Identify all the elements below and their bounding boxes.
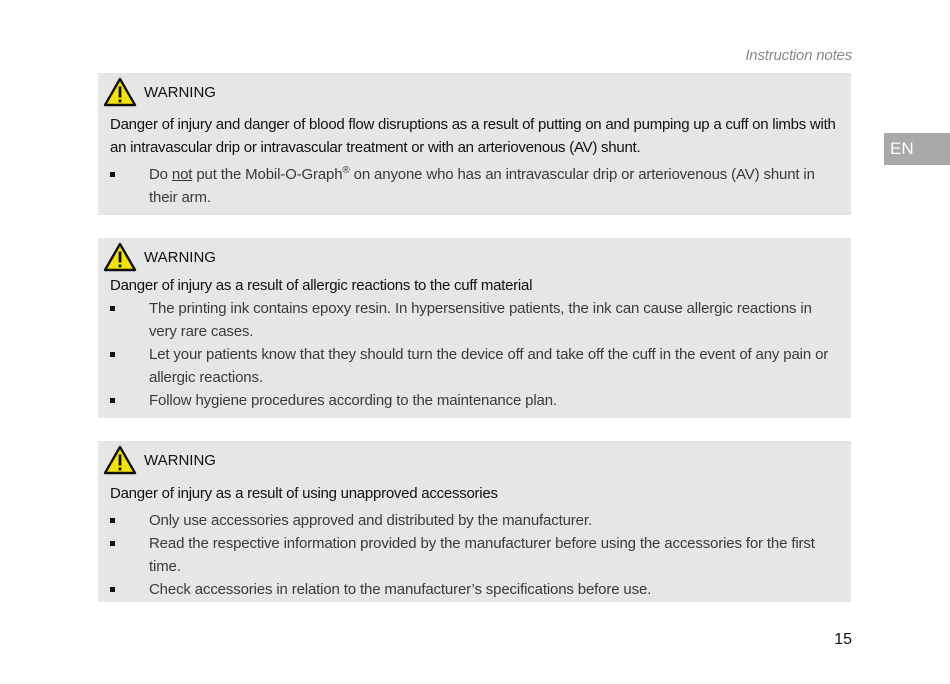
bullet-square-icon bbox=[110, 398, 115, 403]
warning-triangle-icon bbox=[103, 77, 137, 107]
list-item: Do not put the Mobil-O-Graph® on anyone who has an intravascular drip or arteriovenous (AV) shunt in their arm. bbox=[110, 163, 839, 209]
warning-bullet-list bbox=[110, 509, 839, 601]
warning-title: Danger of injury and danger of blood flow disruptions as a result of putting on and pumping up a cuff on limbs with an intravascular drip or intravascular treatment or with an arteriovenous (AV) shunt. bbox=[110, 116, 836, 156]
bullet-square-icon bbox=[110, 172, 115, 177]
warning-label: WARNING bbox=[144, 248, 216, 266]
bullet-square-icon bbox=[110, 306, 115, 311]
emphasis-not: not bbox=[171, 166, 193, 183]
section-header: Instruction notes bbox=[745, 47, 852, 64]
language-tab[interactable]: EN bbox=[884, 133, 950, 165]
warning-box-unapproved-accessories bbox=[98, 441, 851, 602]
warning-label: WARNING bbox=[144, 83, 216, 101]
bullet-square-icon bbox=[110, 541, 115, 546]
registered-mark: ® bbox=[342, 165, 350, 176]
warning-bullet-list bbox=[110, 163, 839, 209]
warning-triangle-icon bbox=[103, 445, 137, 475]
warning-title: Danger of injury as a result of using unapproved accessories bbox=[110, 485, 498, 502]
bullet-square-icon bbox=[110, 352, 115, 357]
warning-triangle-icon bbox=[103, 242, 137, 272]
list-item: Check accessories in relation to the manufacturer’s specifications before use. bbox=[110, 578, 839, 601]
bullet-square-icon bbox=[110, 587, 115, 592]
warning-header bbox=[103, 444, 216, 476]
warning-header bbox=[103, 76, 216, 108]
list-item: Only use accessories approved and distributed by the manufacturer. bbox=[110, 509, 839, 532]
warning-box-blood-flow bbox=[98, 73, 851, 215]
warning-title: Danger of injury as a result of allergic reactions to the cuff material bbox=[110, 277, 533, 294]
warning-box-allergic-reactions bbox=[98, 238, 851, 418]
list-item: Follow hygiene procedures according to the maintenance plan. bbox=[110, 389, 839, 412]
warning-label: WARNING bbox=[144, 451, 216, 469]
warning-bullet-list bbox=[110, 297, 839, 412]
list-item: Read the respective information provided by the manufacturer before using the accessories for the first time. bbox=[110, 532, 839, 578]
bullet-square-icon bbox=[110, 518, 115, 523]
list-item: Let your patients know that they should turn the device off and take off the cuff in the event of any pain or allergic reactions. bbox=[110, 343, 839, 389]
page-number: 15 bbox=[834, 631, 852, 648]
warning-header bbox=[103, 241, 216, 273]
list-item: The printing ink contains epoxy resin. In hypersensitive patients, the ink can cause allergic reactions in very rare cases. bbox=[110, 297, 839, 343]
